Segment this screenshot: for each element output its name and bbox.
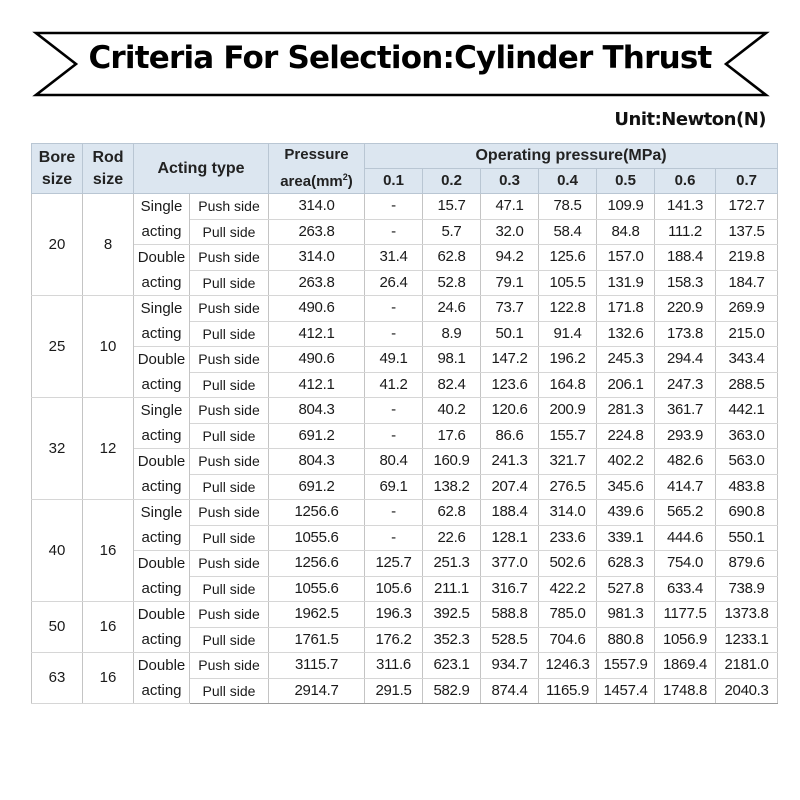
acting-type-cell: Single acting <box>134 500 190 551</box>
acting-type-cell: Double acting <box>134 347 190 398</box>
thrust-value-cell: 345.6 <box>597 474 655 500</box>
thrust-value-cell: 1557.9 <box>597 653 655 679</box>
acting-type-cell: Single acting <box>134 398 190 449</box>
acting-type-cell: Double acting <box>134 653 190 704</box>
pressure-area-cell: 1256.6 <box>269 551 365 577</box>
thrust-value-cell: 251.3 <box>423 551 481 577</box>
pressure-area-suffix: ) <box>347 173 353 190</box>
thrust-value-cell: 132.6 <box>597 321 655 347</box>
thrust-value-cell: 628.3 <box>597 551 655 577</box>
pressure-area-cell: 314.0 <box>269 245 365 271</box>
thrust-value-cell: 219.8 <box>716 245 778 271</box>
side-cell: Pull side <box>190 219 269 245</box>
thrust-value-cell: 483.8 <box>716 474 778 500</box>
thrust-value-cell: 128.1 <box>481 525 539 551</box>
table-row <box>32 296 778 322</box>
thrust-value-cell: 293.9 <box>655 423 716 449</box>
thrust-value-cell: 321.7 <box>539 449 597 475</box>
acting-type-cell: Single acting <box>134 296 190 347</box>
thrust-value-cell: 1056.9 <box>655 627 716 653</box>
thrust-value-cell: 215.0 <box>716 321 778 347</box>
side-cell: Push side <box>190 449 269 475</box>
thrust-value-cell: 24.6 <box>423 296 481 322</box>
side-cell: Pull side <box>190 372 269 398</box>
side-cell: Push side <box>190 194 269 220</box>
thrust-value-cell: 276.5 <box>539 474 597 500</box>
thrust-value-cell: 1457.4 <box>597 678 655 704</box>
thrust-value-cell: 105.5 <box>539 270 597 296</box>
thrust-value-cell: 879.6 <box>716 551 778 577</box>
thrust-value-cell: 49.1 <box>365 347 423 373</box>
header-pressure-value: 0.7 <box>716 169 778 194</box>
thrust-value-cell: 2181.0 <box>716 653 778 679</box>
thrust-value-cell: 502.6 <box>539 551 597 577</box>
thrust-value-cell: 73.7 <box>481 296 539 322</box>
header-pressure-value: 0.3 <box>481 169 539 194</box>
thrust-value-cell: 444.6 <box>655 525 716 551</box>
table-row <box>32 449 778 475</box>
table-row <box>32 194 778 220</box>
thrust-value-cell: 1165.9 <box>539 678 597 704</box>
thrust-value-cell: 125.6 <box>539 245 597 271</box>
thrust-value-cell: 155.7 <box>539 423 597 449</box>
bore-size-cell: 25 <box>32 296 83 398</box>
pressure-area-cell: 3115.7 <box>269 653 365 679</box>
side-cell: Push side <box>190 245 269 271</box>
acting-type-cell: Double acting <box>134 602 190 653</box>
acting-type-cell: Double acting <box>134 551 190 602</box>
thrust-value-cell: 207.4 <box>481 474 539 500</box>
thrust-value-cell: 550.1 <box>716 525 778 551</box>
thrust-value-cell: 86.6 <box>481 423 539 449</box>
thrust-value-cell: - <box>365 194 423 220</box>
rod-size-cell: 16 <box>83 602 134 653</box>
thrust-value-cell: 69.1 <box>365 474 423 500</box>
thrust-value-cell: 32.0 <box>481 219 539 245</box>
thrust-value-cell: 52.8 <box>423 270 481 296</box>
header-rod-size: Rod size <box>83 144 134 194</box>
acting-type-cell: Double acting <box>134 245 190 296</box>
cylinder-thrust-table <box>31 143 778 704</box>
thrust-value-cell: 176.2 <box>365 627 423 653</box>
rod-size-cell: 8 <box>83 194 134 296</box>
thrust-value-cell: 1869.4 <box>655 653 716 679</box>
thrust-value-cell: 588.8 <box>481 602 539 628</box>
side-cell: Pull side <box>190 270 269 296</box>
thrust-value-cell: 1246.3 <box>539 653 597 679</box>
thrust-value-cell: 241.3 <box>481 449 539 475</box>
side-cell: Pull side <box>190 423 269 449</box>
pressure-area-cell: 1962.5 <box>269 602 365 628</box>
thrust-value-cell: 211.1 <box>423 576 481 602</box>
pressure-area-cell: 1055.6 <box>269 576 365 602</box>
bore-size-cell: 50 <box>32 602 83 653</box>
thrust-value-cell: 528.5 <box>481 627 539 653</box>
thrust-value-cell: 131.9 <box>597 270 655 296</box>
thrust-value-cell: 98.1 <box>423 347 481 373</box>
thrust-value-cell: 377.0 <box>481 551 539 577</box>
thrust-value-cell: 125.7 <box>365 551 423 577</box>
thrust-value-cell: 291.5 <box>365 678 423 704</box>
thrust-value-cell: 314.0 <box>539 500 597 526</box>
thrust-value-cell: 58.4 <box>539 219 597 245</box>
thrust-value-cell: - <box>365 423 423 449</box>
thrust-value-cell: 158.3 <box>655 270 716 296</box>
unit-label: Unit:Newton(N) <box>614 109 766 130</box>
side-cell: Pull side <box>190 627 269 653</box>
thrust-value-cell: 690.8 <box>716 500 778 526</box>
side-cell: Push side <box>190 398 269 424</box>
thrust-value-cell: 339.1 <box>597 525 655 551</box>
thrust-value-cell: 147.2 <box>481 347 539 373</box>
thrust-value-cell: 173.8 <box>655 321 716 347</box>
side-cell: Pull side <box>190 576 269 602</box>
thrust-value-cell: 281.3 <box>597 398 655 424</box>
thrust-value-cell: 105.6 <box>365 576 423 602</box>
side-cell: Pull side <box>190 321 269 347</box>
thrust-value-cell: 361.7 <box>655 398 716 424</box>
thrust-value-cell: 934.7 <box>481 653 539 679</box>
rod-size-cell: 16 <box>83 500 134 602</box>
thrust-value-cell: 233.6 <box>539 525 597 551</box>
bore-size-cell: 20 <box>32 194 83 296</box>
side-cell: Push side <box>190 347 269 373</box>
pressure-area-cell: 490.6 <box>269 347 365 373</box>
thrust-value-cell: 82.4 <box>423 372 481 398</box>
pressure-area-cell: 804.3 <box>269 449 365 475</box>
thrust-value-cell: 352.3 <box>423 627 481 653</box>
pressure-area-cell: 412.1 <box>269 321 365 347</box>
thrust-value-cell: 15.7 <box>423 194 481 220</box>
thrust-value-cell: 62.8 <box>423 500 481 526</box>
side-cell: Push side <box>190 500 269 526</box>
side-cell: Push side <box>190 602 269 628</box>
thrust-value-cell: 245.3 <box>597 347 655 373</box>
side-cell: Push side <box>190 296 269 322</box>
pressure-area-cell: 1761.5 <box>269 627 365 653</box>
thrust-value-cell: 1748.8 <box>655 678 716 704</box>
thrust-value-cell: 171.8 <box>597 296 655 322</box>
thrust-value-cell: 8.9 <box>423 321 481 347</box>
thrust-value-cell: 200.9 <box>539 398 597 424</box>
side-cell: Pull side <box>190 678 269 704</box>
header-operating-pressure: Operating pressure(MPa) <box>365 144 778 169</box>
pressure-area-cell: 1256.6 <box>269 500 365 526</box>
pressure-area-cell: 314.0 <box>269 194 365 220</box>
pressure-area-cell: 691.2 <box>269 423 365 449</box>
header-bore-size: Bore size <box>32 144 83 194</box>
header-pressure-area <box>269 144 365 194</box>
pressure-area-cell: 2914.7 <box>269 678 365 704</box>
thrust-value-cell: 40.2 <box>423 398 481 424</box>
thrust-value-cell: 79.1 <box>481 270 539 296</box>
pressure-area-sup: 2 <box>342 172 348 182</box>
pressure-area-cell: 691.2 <box>269 474 365 500</box>
thrust-value-cell: 188.4 <box>655 245 716 271</box>
thrust-value-cell: 31.4 <box>365 245 423 271</box>
thrust-value-cell: 80.4 <box>365 449 423 475</box>
thrust-value-cell: 527.8 <box>597 576 655 602</box>
thrust-value-cell: 157.0 <box>597 245 655 271</box>
pressure-area-cell: 263.8 <box>269 219 365 245</box>
thrust-value-cell: 137.5 <box>716 219 778 245</box>
pressure-area-prefix: Pressure area(mm <box>280 146 349 190</box>
acting-type-cell: Single acting <box>134 194 190 245</box>
thrust-value-cell: 220.9 <box>655 296 716 322</box>
pressure-area-cell: 804.3 <box>269 398 365 424</box>
thrust-value-cell: 623.1 <box>423 653 481 679</box>
thrust-value-cell: 196.2 <box>539 347 597 373</box>
header-pressure-value: 0.1 <box>365 169 423 194</box>
side-cell: Pull side <box>190 474 269 500</box>
thrust-value-cell: - <box>365 219 423 245</box>
table-row <box>32 500 778 526</box>
thrust-value-cell: - <box>365 398 423 424</box>
thrust-value-cell: 196.3 <box>365 602 423 628</box>
thrust-value-cell: - <box>365 500 423 526</box>
thrust-value-cell: 874.4 <box>481 678 539 704</box>
side-cell: Push side <box>190 653 269 679</box>
rod-size-cell: 10 <box>83 296 134 398</box>
thrust-value-cell: 111.2 <box>655 219 716 245</box>
header-acting-type: Acting type <box>134 144 269 194</box>
thrust-value-cell: 316.7 <box>481 576 539 602</box>
thrust-value-cell: 141.3 <box>655 194 716 220</box>
side-cell: Pull side <box>190 525 269 551</box>
thrust-value-cell: 17.6 <box>423 423 481 449</box>
thrust-value-cell: - <box>365 525 423 551</box>
thrust-value-cell: 1233.1 <box>716 627 778 653</box>
thrust-value-cell: 26.4 <box>365 270 423 296</box>
thrust-value-cell: 1373.8 <box>716 602 778 628</box>
bore-size-cell: 40 <box>32 500 83 602</box>
pressure-area-cell: 490.6 <box>269 296 365 322</box>
table-row <box>32 602 778 628</box>
thrust-value-cell: 247.3 <box>655 372 716 398</box>
thrust-value-cell: 164.8 <box>539 372 597 398</box>
bore-size-cell: 32 <box>32 398 83 500</box>
rod-size-cell: 16 <box>83 653 134 704</box>
acting-type-cell: Double acting <box>134 449 190 500</box>
header-pressure-value: 0.6 <box>655 169 716 194</box>
pressure-area-cell: 412.1 <box>269 372 365 398</box>
thrust-value-cell: 5.7 <box>423 219 481 245</box>
thrust-value-cell: 41.2 <box>365 372 423 398</box>
thrust-value-cell: 311.6 <box>365 653 423 679</box>
thrust-value-cell: 122.8 <box>539 296 597 322</box>
thrust-value-cell: 288.5 <box>716 372 778 398</box>
thrust-value-cell: 402.2 <box>597 449 655 475</box>
thrust-value-cell: 343.4 <box>716 347 778 373</box>
thrust-value-cell: 754.0 <box>655 551 716 577</box>
header-pressure-value: 0.5 <box>597 169 655 194</box>
thrust-value-cell: 94.2 <box>481 245 539 271</box>
thrust-value-cell: 22.6 <box>423 525 481 551</box>
thrust-value-cell: 633.4 <box>655 576 716 602</box>
thrust-value-cell: 880.8 <box>597 627 655 653</box>
thrust-value-cell: 120.6 <box>481 398 539 424</box>
thrust-value-cell: - <box>365 296 423 322</box>
thrust-value-cell: 563.0 <box>716 449 778 475</box>
thrust-value-cell: 109.9 <box>597 194 655 220</box>
thrust-value-cell: 50.1 <box>481 321 539 347</box>
thrust-value-cell: 414.7 <box>655 474 716 500</box>
thrust-value-cell: 160.9 <box>423 449 481 475</box>
thrust-value-cell: 738.9 <box>716 576 778 602</box>
thrust-value-cell: 482.6 <box>655 449 716 475</box>
thrust-value-cell: 47.1 <box>481 194 539 220</box>
thrust-value-cell: 269.9 <box>716 296 778 322</box>
thrust-value-cell: 91.4 <box>539 321 597 347</box>
thrust-value-cell: 439.6 <box>597 500 655 526</box>
thrust-value-cell: 2040.3 <box>716 678 778 704</box>
thrust-value-cell: 363.0 <box>716 423 778 449</box>
page-title: Criteria For Selection:Cylinder Thrust <box>88 40 712 76</box>
thrust-value-cell: 704.6 <box>539 627 597 653</box>
thrust-value-cell: 565.2 <box>655 500 716 526</box>
thrust-value-cell: 294.4 <box>655 347 716 373</box>
table-row <box>32 653 778 679</box>
thrust-value-cell: 422.2 <box>539 576 597 602</box>
rod-size-cell: 12 <box>83 398 134 500</box>
thrust-value-cell: 582.9 <box>423 678 481 704</box>
thrust-value-cell: 188.4 <box>481 500 539 526</box>
thrust-value-cell: 206.1 <box>597 372 655 398</box>
thrust-value-cell: 1177.5 <box>655 602 716 628</box>
header-pressure-value: 0.4 <box>539 169 597 194</box>
header-pressure-value: 0.2 <box>423 169 481 194</box>
thrust-value-cell: 172.7 <box>716 194 778 220</box>
bore-size-cell: 63 <box>32 653 83 704</box>
thrust-value-cell: 62.8 <box>423 245 481 271</box>
thrust-value-cell: 442.1 <box>716 398 778 424</box>
thrust-value-cell: 138.2 <box>423 474 481 500</box>
table-row <box>32 347 778 373</box>
thrust-value-cell: 981.3 <box>597 602 655 628</box>
table-row <box>32 398 778 424</box>
thrust-value-cell: 184.7 <box>716 270 778 296</box>
thrust-value-cell: 392.5 <box>423 602 481 628</box>
thrust-value-cell: 78.5 <box>539 194 597 220</box>
side-cell: Push side <box>190 551 269 577</box>
pressure-area-cell: 263.8 <box>269 270 365 296</box>
table-row <box>32 551 778 577</box>
table-row <box>32 245 778 271</box>
thrust-value-cell: 224.8 <box>597 423 655 449</box>
pressure-area-cell: 1055.6 <box>269 525 365 551</box>
thrust-value-cell: 84.8 <box>597 219 655 245</box>
thrust-value-cell: - <box>365 321 423 347</box>
thrust-value-cell: 123.6 <box>481 372 539 398</box>
thrust-value-cell: 785.0 <box>539 602 597 628</box>
